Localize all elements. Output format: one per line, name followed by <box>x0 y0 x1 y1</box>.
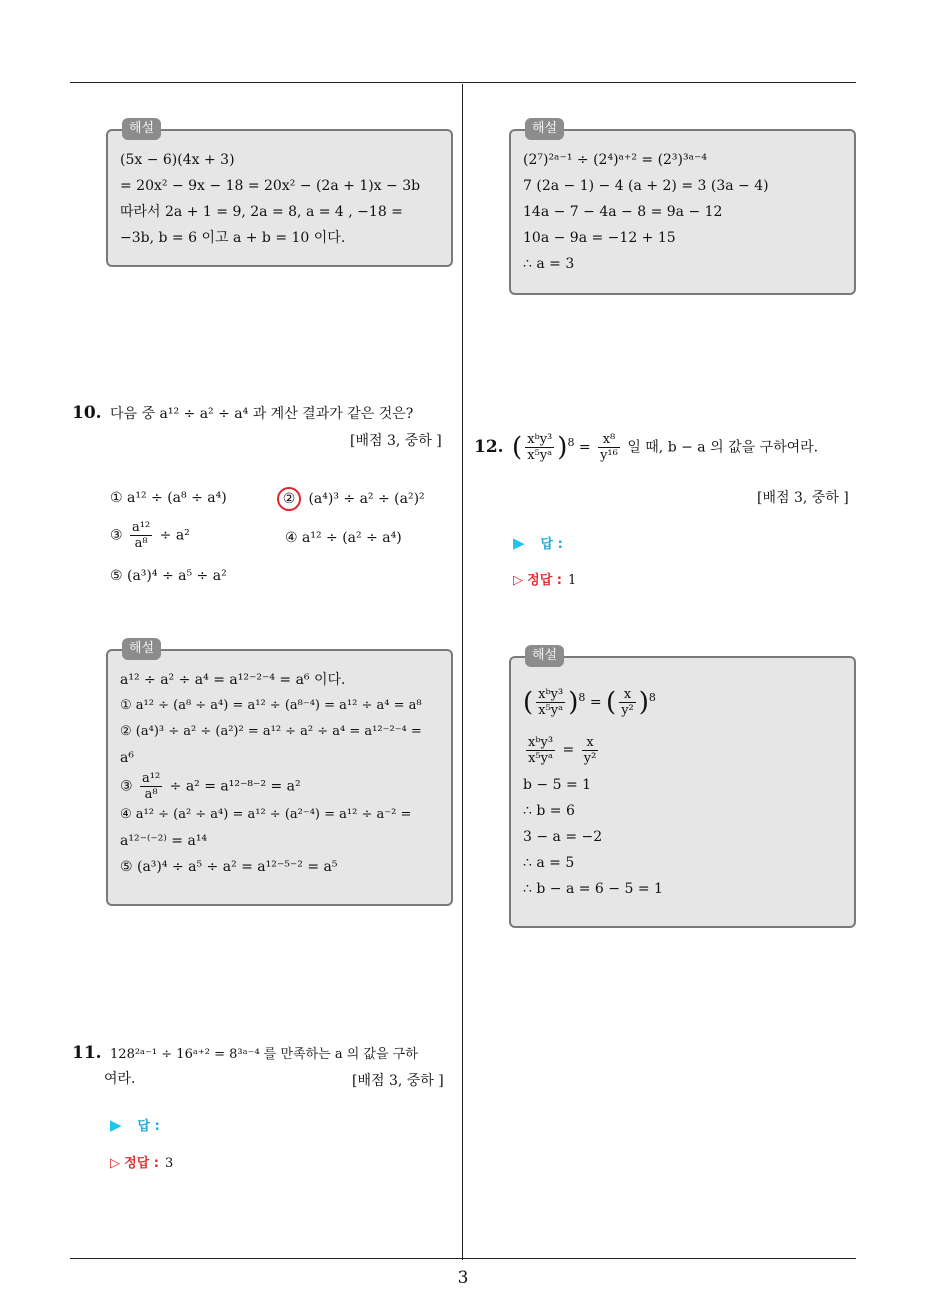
solution-line: a¹² ÷ a² ÷ a⁴ = a¹²⁻²⁻⁴ = a⁶ 이다. <box>120 672 346 688</box>
outline-arrow-icon: ▷ <box>513 573 523 588</box>
paren: ) <box>557 432 568 463</box>
solution-line: ∴ a = 3 <box>523 256 575 272</box>
solution-line: (5x − 6)(4x + 3) <box>120 152 235 168</box>
choice-3[interactable] <box>110 520 190 551</box>
fraction <box>130 520 152 551</box>
top-rule <box>70 82 856 83</box>
solution-line: $\frac{\text{xᵇy³}}{\text{x⁵yᵃ}}$ = $\frac{x}{\text{y²}}$ <box>528 734 597 766</box>
solution-line: 3 − a = −2 <box>523 829 603 845</box>
fraction-den: x⁵yᵃ <box>527 448 553 464</box>
solution-tag: 해설 <box>525 118 564 140</box>
fraction-num: xᵇy³ <box>538 687 564 703</box>
exponent: 8 <box>567 436 575 449</box>
tail: ÷ a² = a¹²⁻⁸⁻² = a² <box>169 778 301 795</box>
fraction <box>536 687 565 718</box>
fraction-den: x⁵yᵃ <box>528 750 553 766</box>
fraction <box>140 771 162 802</box>
solution-line: 14a − 7 − 4a − 8 = 9a − 12 <box>523 204 723 220</box>
paren: ( <box>606 687 617 718</box>
question-10 <box>72 400 456 427</box>
question-number: 10. <box>72 403 102 423</box>
question-12: 12. ( $\frac{\text{xᵇy³}}{\text{x⁵yᵃ}}$ )$^8$ = $\frac{\text{x⁸}}{\text{y¹⁶}}$ 일 때, b − a 의 값을 구하여라. <box>474 432 819 464</box>
solution-box-prev <box>509 121 856 295</box>
selected-circle-icon: ② <box>277 487 301 511</box>
fraction-num: xᵇy³ <box>528 734 554 750</box>
question-number: 12. <box>474 436 504 457</box>
solution-line: ∴ b = 6 <box>523 803 575 819</box>
solution-line: (2⁷)²ᵃ⁻¹ ÷ (2⁴)ᵃ⁺² = (2³)³ᵃ⁻⁴ <box>523 152 708 168</box>
choice-4[interactable]: ④ a¹² ÷ (a² ÷ a⁴) <box>285 530 402 546</box>
solution-line: b − 5 = 1 <box>523 777 592 793</box>
bottom-rule <box>70 1258 856 1259</box>
solution-box-9 <box>106 121 453 267</box>
question-10-meta: [배점 3, 중하 ] <box>350 433 442 449</box>
choice-1[interactable]: ① a¹² ÷ (a⁸ ÷ a⁴) <box>110 490 227 506</box>
solution-line: −3b, b = 6 이고 a + b = 10 이다. <box>120 230 346 246</box>
question-text: 일 때, b − a 의 값을 구하여라. <box>627 439 819 456</box>
answer-label: 답 : <box>137 1119 160 1134</box>
solution-line: ④ a¹² ÷ (a² ÷ a⁴) = a¹² ÷ (a²⁻⁴) = a¹² ÷ a⁻² = <box>120 807 412 822</box>
fraction-den: a⁸ <box>134 536 148 551</box>
question-text: 128²ᵃ⁻¹ ÷ 16ᵃ⁺² = 8³ᵃ⁻⁴ 를 만족하는 a 의 값을 구하 <box>110 1047 418 1062</box>
fraction-den: y² <box>621 703 634 719</box>
exponent: 8 <box>648 691 656 704</box>
answer-label: 답 : <box>540 537 563 552</box>
exponent: 8 <box>578 691 586 704</box>
choice-5[interactable]: ⑤ (a³)⁴ ÷ a⁵ ÷ a² <box>110 568 227 584</box>
answer-row-12[interactable] <box>513 533 563 552</box>
solution-box-12 <box>509 648 856 928</box>
choice-3-tail: ÷ a² <box>159 527 190 544</box>
fraction <box>619 687 636 718</box>
question-11-meta: [배점 3, 중하 ] <box>352 1073 444 1089</box>
solution-line: ∴ a = 5 <box>523 855 575 871</box>
solution-tag: 해설 <box>122 638 161 660</box>
correct-label: 정답 : <box>527 573 562 588</box>
fraction-den: y² <box>583 750 597 766</box>
fraction-num: x <box>619 687 636 703</box>
question-11-cont: 여라. <box>104 1071 136 1087</box>
fraction <box>525 432 554 463</box>
paren: ( <box>512 432 523 463</box>
solution-box-10 <box>106 641 453 906</box>
question-number: 11. <box>72 1043 102 1063</box>
fraction <box>526 735 555 766</box>
page-number: 3 <box>457 1268 469 1288</box>
solution-line: ∴ b − a = 6 − 5 = 1 <box>523 881 663 897</box>
choice-3-mark: ③ <box>110 527 123 544</box>
paren: ( <box>523 687 534 718</box>
solution-line: 따라서 2a + 1 = 9, 2a = 8, a = 4 , −18 = <box>120 204 403 220</box>
solution-line: ⑤ (a³)⁴ ÷ a⁵ ÷ a² = a¹²⁻⁵⁻² = a⁵ <box>120 859 338 875</box>
paren: ) <box>638 687 649 718</box>
solution-tag: 해설 <box>525 645 564 667</box>
solution-line: ② (a⁴)³ ÷ a² ÷ (a²)² = a¹² ÷ a² ÷ a⁴ = a¹²⁻²⁻⁴ = <box>120 724 422 739</box>
solution-line: ① a¹² ÷ (a⁸ ÷ a⁴) = a¹² ÷ (a⁸⁻⁴) = a¹² ÷ a⁴ = a⁸ <box>120 698 422 713</box>
outline-arrow-icon: ▷ <box>110 1156 120 1171</box>
question-12-meta: [배점 3, 중하 ] <box>757 490 849 506</box>
correct-row-11 <box>110 1152 173 1171</box>
fraction-den: a⁸ <box>144 787 158 802</box>
fraction-num: a¹² <box>142 771 161 786</box>
choice-2[interactable] <box>280 487 425 511</box>
solution-tag: 해설 <box>122 118 161 140</box>
fraction <box>598 432 620 463</box>
fraction-num: x⁸ <box>598 432 620 448</box>
solution-line: a⁶ <box>120 750 134 766</box>
column-divider <box>462 84 463 1260</box>
solution-line: 7 (2a − 1) − 4 (a + 2) = 3 (3a − 4) <box>523 178 769 194</box>
question-11 <box>72 1040 456 1068</box>
choice-2-text: (a⁴)³ ÷ a² ÷ (a²)² <box>308 491 425 507</box>
fraction-den: y¹⁶ <box>600 448 618 464</box>
answer-row-11[interactable] <box>110 1115 160 1134</box>
fraction-num: xᵇy³ <box>527 432 553 448</box>
fraction-num: x <box>582 735 599 751</box>
mark: ③ <box>120 778 133 795</box>
paren: ) <box>568 687 579 718</box>
solution-line: ( $\frac{\text{xᵇy³}}{\text{x⁵yᵃ}}$ )$^8$ = ( $\frac{x}{\text{y²}}$ )$^8$ <box>523 687 656 719</box>
question-text: 다음 중 a¹² ÷ a² ÷ a⁴ 과 계산 결과가 같은 것은? <box>110 406 414 422</box>
fraction <box>582 735 599 766</box>
correct-value: 1 <box>567 573 577 588</box>
play-arrow-icon: ▶ <box>110 1116 122 1134</box>
solution-line <box>120 771 439 802</box>
fraction-num: a¹² <box>132 520 151 535</box>
fraction-den: x⁵yᵃ <box>538 703 564 719</box>
solution-line: 10a − 9a = −12 + 15 <box>523 230 676 246</box>
correct-row-12 <box>513 569 576 588</box>
correct-label: 정답 : <box>124 1156 159 1171</box>
solution-line: = 20x² − 9x − 18 = 20x² − (2a + 1)x − 3b <box>120 178 421 194</box>
play-arrow-icon: ▶ <box>513 534 525 552</box>
solution-line: a¹²⁻⁽⁻²⁾ = a¹⁴ <box>120 833 208 849</box>
correct-value: 3 <box>164 1156 174 1171</box>
